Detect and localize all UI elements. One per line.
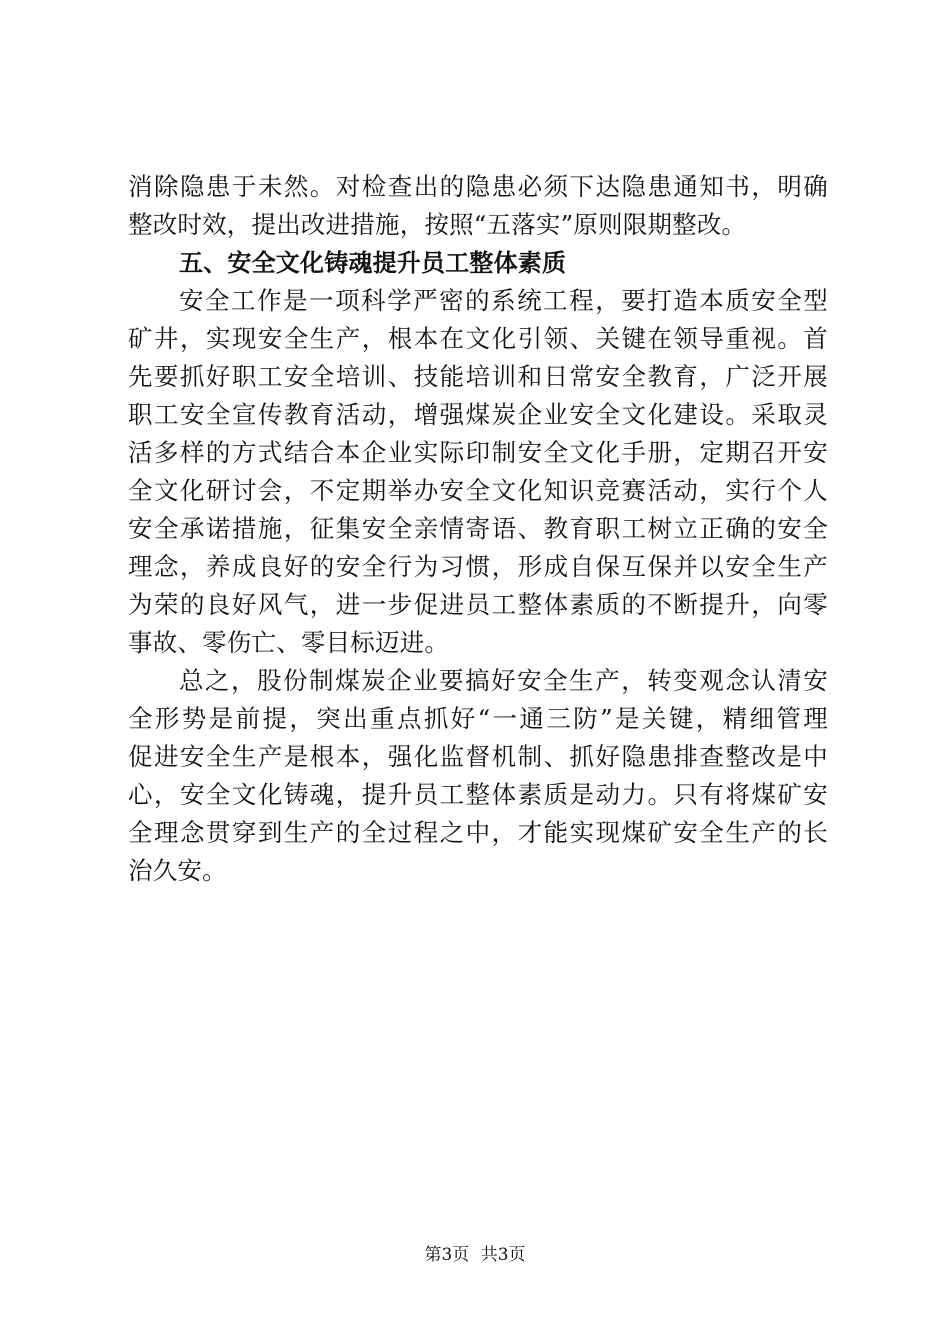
text-line: 全文化研讨会，不定期举办安全文化知识竞赛活动，实行个人 bbox=[128, 476, 828, 505]
paragraph-summary bbox=[128, 662, 828, 890]
text-line: 治久安。 bbox=[128, 856, 227, 885]
text-line: 职工安全宣传教育活动，增强煤炭企业安全文化建设。采取灵 bbox=[128, 400, 828, 429]
text-line: 全理念贯穿到生产的全过程之中，才能实现煤矿安全生产的长 bbox=[128, 818, 828, 847]
page-number: 第3页 bbox=[424, 1245, 470, 1265]
text-line: 理念，养成良好的安全行为习惯，形成自保互保并以安全生产 bbox=[128, 552, 828, 581]
page-footer bbox=[0, 1243, 950, 1267]
document-body bbox=[128, 168, 828, 890]
paragraph-safety-culture bbox=[128, 282, 828, 662]
text-line: 先要抓好职工安全培训、技能培训和日常安全教育，广泛开展 bbox=[128, 362, 828, 391]
text-line: 矿井，实现安全生产，根本在文化引领、关键在领导重视。首 bbox=[128, 324, 828, 353]
text-line: 安全工作是一项科学严密的系统工程，要打造本质安全型 bbox=[179, 286, 828, 315]
text-line: 总之，股份制煤炭企业要搞好安全生产，转变观念认清安 bbox=[179, 666, 828, 695]
text-line: 活多样的方式结合本企业实际印制安全文化手册，定期召开安 bbox=[128, 438, 828, 467]
text-line: 事故、零伤亡、零目标迈进。 bbox=[128, 628, 450, 657]
text-line: 为荣的良好风气，进一步促进员工整体素质的不断提升，向零 bbox=[128, 590, 828, 619]
text-line: 全形势是前提，突出重点抓好“一通三防”是关键，精细管理 bbox=[128, 704, 828, 733]
text-line: 整改时效，提出改进措施，按照“五落实”原则限期整改。 bbox=[128, 210, 747, 239]
text-line: 安全承诺措施，征集安全亲情寄语、教育职工树立正确的安全 bbox=[128, 514, 828, 543]
page-total: 共3页 bbox=[480, 1245, 526, 1265]
text-line: 促进安全生产是根本，强化监督机制、抓好隐患排查整改是中 bbox=[128, 742, 828, 771]
text-line: 心，安全文化铸魂，提升员工整体素质是动力。只有将煤矿安 bbox=[128, 780, 828, 809]
text-line: 消除隐患于未然。对检查出的隐患必须下达隐患通知书，明确 bbox=[128, 172, 828, 201]
paragraph-continued bbox=[128, 168, 828, 244]
section-heading: 五、安全文化铸魂提升员工整体素质 bbox=[179, 249, 567, 277]
